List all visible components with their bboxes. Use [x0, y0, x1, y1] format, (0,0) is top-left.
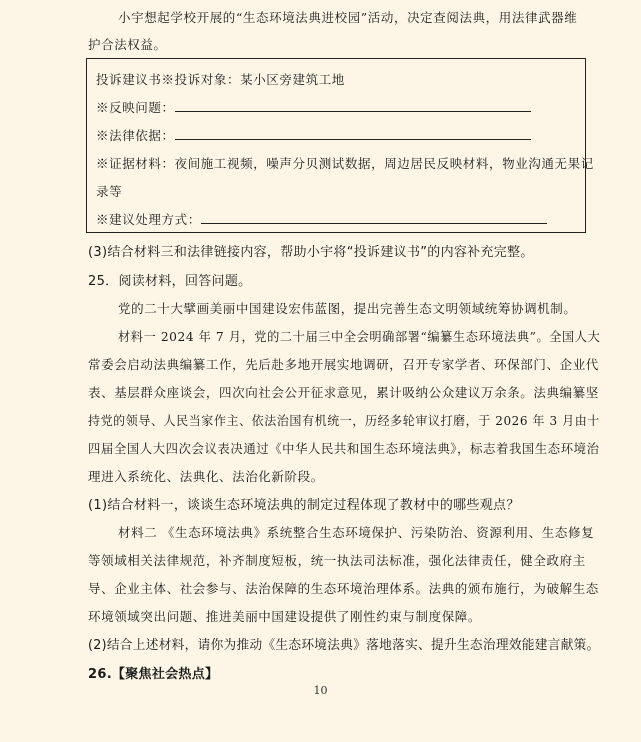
- question-25-1: (1)结合材料一，谈谈生态环境法典的制定过程体现了教材中的哪些观点？: [88, 498, 520, 513]
- material-1-line: 四届全国人大四次会议表决通过《中华人民共和国生态环境法典》，标志着我国生态环境治: [88, 441, 600, 456]
- form-header: 投诉建议书※投诉对象：某小区旁建筑工地: [96, 72, 345, 87]
- form-evidence-line-2: 录等: [96, 184, 123, 199]
- material-2-line: 环境领域突出问题、推进美丽中国建设提供了刚性约束与制度保障。: [88, 609, 482, 624]
- legal-basis-blank: [175, 128, 531, 140]
- material-1-line: 常委会启动法典编纂工作，先后赴多地开展实地调研，召开专家学者、环保部门、企业代: [88, 357, 599, 372]
- q25-intro: 党的二十大擘画美丽中国建设宏伟蓝图，提出完善生态文明领域统筹协调机制。: [118, 301, 577, 316]
- material-2-line: 材料二 《生态环境法典》系统整合生态环境保护、污染防治、资源利用、生态修复: [118, 525, 595, 540]
- question-26-title: 26.【聚焦社会热点】: [88, 667, 219, 682]
- intro-line-1: 小宇想起学校开展的“生态环境法典进校园”活动，决定查阅法典，用法律武器维: [118, 10, 578, 25]
- form-evidence-line-1: ※证据材料：夜间施工视频，噪声分贝测试数据，周边居民反映材料，物业沟通无果记: [96, 156, 594, 171]
- form-issue-row: [96, 98, 531, 116]
- form-suggestion-row: [96, 210, 547, 228]
- form-legal-basis-row: [96, 126, 531, 144]
- question-25-2: (2)结合上述材料，请你为推动《生态环境法典》落地落实、提升生态治理效能建言献策。: [88, 638, 600, 653]
- material-2-line: 等领域相关法律规范，补齐制度短板，统一执法司法标准，强化法律责任，健全政府主: [88, 553, 586, 568]
- material-1-line: 材料一 2024 年 7 月，党的二十届三中全会明确部署“编纂生态环境法典”。全国人大: [118, 329, 601, 344]
- form-legal-basis-label: ※法律依据：: [96, 128, 175, 143]
- form-suggestion-label: ※建议处理方式：: [96, 212, 201, 227]
- material-1-line: 表、基层群众座谈会，四次向社会公开征求意见，累计吸纳公众建议万余条。法典编纂坚: [88, 385, 599, 400]
- intro-line-2: 护合法权益。: [88, 37, 167, 52]
- suggestion-blank: [201, 212, 547, 224]
- question-24-3: (3)结合材料三和法律链接内容，帮助小宇将“投诉建议书”的内容补充完整。: [88, 245, 534, 260]
- material-1-line: 持党的领导、人民当家作主、依法治国有机统一，历经多轮审议打磨，于 2026 年 3 月由十: [88, 413, 600, 428]
- material-1-line: 理进入系统化、法典化、法治化新阶段。: [88, 469, 324, 484]
- form-issue-label: ※反映问题：: [96, 100, 175, 115]
- question-25-title: 25．阅读材料，回答问题。: [88, 274, 252, 289]
- issue-blank: [175, 100, 531, 112]
- page-number: 10: [313, 684, 328, 697]
- material-2-line: 导、企业主体、社会参与、法治保障的生态环境治理体系。法典的颁布施行，为破解生态: [88, 581, 599, 596]
